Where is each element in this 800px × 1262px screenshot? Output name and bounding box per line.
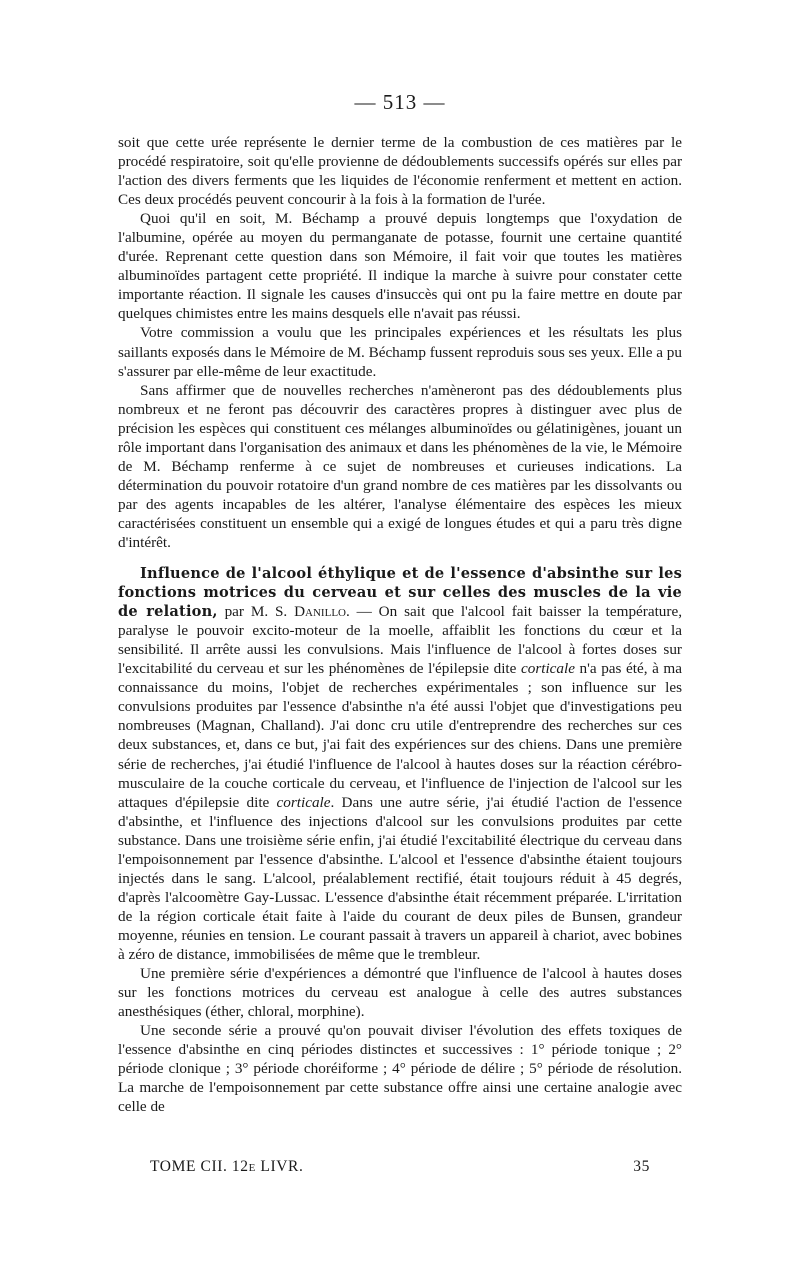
paragraph-2: Quoi qu'il en soit, M. Béchamp a prouvé depuis longtemps que l'oxydation de l'albumine, opérée au moyen du permanganate de potasse, fournit une certaine quantité d'urée. Reprenant cette question dans son Mémoire, il fait voir que toutes les matières albuminoïdes partagent cette propriété. Il indique la marche à suivre pour constater cette importante réaction. Il signale les causes d'insuccès qui ont pu la faire mettre en doute par quelques chimistes entre les mains desquels elle n'avait pas réussi.	[118, 210, 682, 323]
section-title: Influence de l'alcool éthylique et de l'essence d'absinthe sur les fonctions motrices du cerveau et sur celles des muscles de la vie de relation,	[118, 565, 682, 621]
paragraph-1: soit que cette urée représente le dernier terme de la combustion de ces matières par le procédé respiratoire, soit qu'elle provienne de dédoublements successifs opérés sur elles par l'action des divers ferments que les liquides de l'économie renferment et mettent en action. Ces deux procédés peuvent concourir à la fois à la formation de l'urée.	[118, 134, 682, 209]
section-text-3: . Dans une autre série, j'ai étudié l'action de l'essence d'absinthe, et l'influence des injections d'alcool sur les convulsions produites par cette substance. Dans une troisième série enfin, j'ai étudié l'excitabilité électrique du cerveau dans l'empoisonnement par l'essence d'absinthe. L'alcool et l'essence d'absinthe étaient toujours injectés dans le sang. L'alcool, préalablement rectifié, était toujours réduit à 45 degrés, d'après l'alcoomètre Gay-Lussac. L'essence d'absinthe était récemment préparée. L'irritation de la région corticale était faite à l'aide du courant de deux piles de Bunsen, grandeur moyenne, réunies en tension. Le courant passait à travers un appareil à chariot, avec bobines à zéro de distance, immobilisées de même que le trembleur.	[118, 793, 682, 963]
sheet-number: 35	[633, 1158, 650, 1175]
page-footer	[150, 1158, 650, 1176]
section-italic-1: corticale	[520, 660, 575, 678]
paragraph-3: Votre commission a voulu que les principales expériences et les résultats les plus saillants exposés dans le Mémoire de M. Béchamp fussent reproduis sous ses yeux. Elle a pu s'assurer par elle-même de leur exactitude.	[118, 324, 682, 380]
section-text-2: n'a pas été, à ma connaissance du moins, l'objet de recherches expérimentales ; son influence sur les convulsions produites par l'essence d'absinthe n'a été aussi l'objet que d'investigations peu nombreuses (Magnan, Challand). J'ai donc cru utile d'entreprendre des recherches sur ces deux substances, et, dans ce but, j'ai fait des expériences sur des chiens. Dans une première série de recherches, j'ai étudié l'influence de l'alcool à hautes doses sur la réaction cérébro-musculaire de la couche corticale du cerveau, et l'influence de l'injection de l'alcool sur les attaques d'épilepsie dite	[118, 660, 682, 811]
paragraph-6: Une première série d'expériences a démontré que l'influence de l'alcool à hautes doses sur les fonctions motrices du cerveau est analogue à celle des autres substances anesthésiques (éther, chloral, morphine).	[118, 965, 682, 1021]
section-text-1: . — On sait que l'alcool fait baisser la température, paralyse le pouvoir excito-moteur de la moelle, affaiblit les fonctions du cœur et la sensibilité. Il arrête aussi les convulsions. Mais l'influence de l'alcool à fortes doses sur l'excitabilité du cerveau et sur les phénomènes de l'épilepsie dite	[118, 603, 682, 678]
paragraph-7: Une seconde série a prouvé qu'on pouvait diviser l'évolution des effets toxiques de l'essence d'absinthe en cinq périodes distinctes et successives : 1° période tonique ; 2° période clonique ; 3° période choréiforme ; 4° période de délire ; 5° période de résolution. La marche de l'empoisonnement par cette substance offre ainsi une certaine analogie avec celle de	[118, 1022, 682, 1116]
paragraph-4: Sans affirmer que de nouvelles recherches n'amèneront pas des dédoublements plus nombreux et ne feront pas découvrir des caractères propres à distinguer avec plus de précision les espèces qui constituent ces mélanges albuminoïdes ou gélatinigènes, jouant un rôle important dans l'organisation des animaux et dans les phénomènes de la vie, le Mémoire de M. Béchamp renferme à ce sujet de nombreuses et curieuses indications. La détermination du pouvoir rotatoire d'un grand nombre de ces matières par les dissolvants ou par des agents incapables de les altérer, l'analyse élémentaire des espèces les mieux caractérisées constituent un ensemble qui a exigé de longues études et qui a paru très digne d'intérêt.	[118, 381, 682, 551]
section-author: Danillo	[294, 603, 346, 621]
section-italic-2: corticale	[276, 793, 331, 811]
volume-signature: TOME CII. 12e LIVR.	[150, 1158, 304, 1175]
section-paragraph	[118, 564, 682, 964]
section-byline: par M. S.	[217, 603, 295, 621]
page-number: — 513 —	[354, 90, 446, 114]
